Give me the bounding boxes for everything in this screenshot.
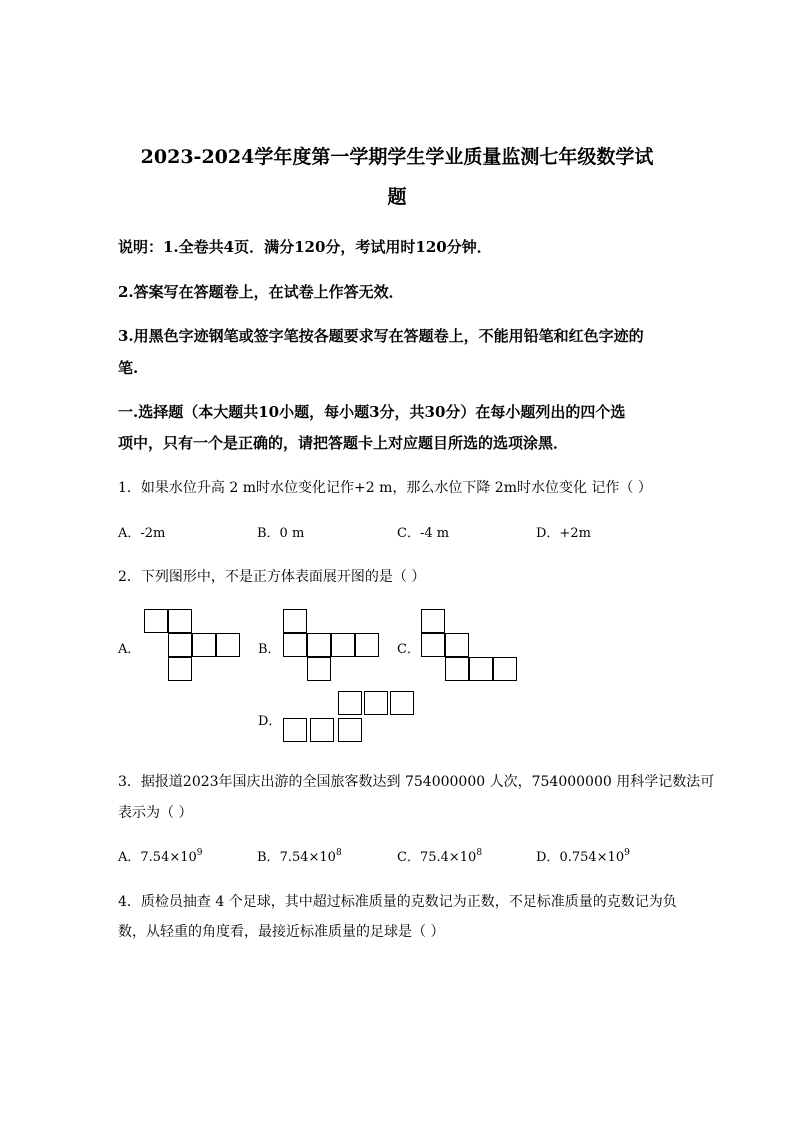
- q1-option-a: A．-2m: [118, 526, 166, 541]
- q1-option-c: C．-4 m: [397, 526, 450, 541]
- q1-option-b: B．0 m: [257, 526, 305, 541]
- q2-label-c: C．: [397, 642, 420, 657]
- q3-stem-line2: 表示为（ ）: [118, 805, 193, 821]
- q3-option-d: D．$0.754\times 10^9$: [536, 848, 630, 865]
- q2-stem: 2．下列图形中，不是正方体表面展开图的是（ ）: [118, 569, 426, 585]
- q1-stem: 1．如果水位升高 2 m时水位变化记作+2 m，那么水位下降 2m时水位变化 记作（ ）: [118, 480, 652, 496]
- q3-option-a: A．$7.54\times 10^9$: [118, 848, 203, 865]
- instruction-1: 说明：1.全卷共4页．满分120分，考试用时120分钟．: [118, 238, 492, 256]
- q2-label-b: B．: [258, 642, 281, 657]
- q3-option-b: B．$7.54\times 10^8$: [257, 848, 342, 865]
- instruction-3b: 笔.: [118, 359, 139, 377]
- q4-stem-line2: 数，从轻重的角度看，最接近标准质量的足球是（ ）: [118, 924, 445, 940]
- q2-label-d: D．: [258, 714, 282, 729]
- q3-option-c: C．$75.4\times 10^8$: [397, 848, 483, 865]
- q3-stem-line1: 3．据报道2023年国庆出游的全国旅客数达到 754000000 人次，754000000 用科学记数法可: [118, 774, 715, 790]
- q4-stem-line1: 4．质检员抽查 4 个足球，其中超过标准质量的克数记为正数，不足标准质量的克数记为负: [118, 894, 677, 910]
- section-heading-line1: 一.选择题（本大题共10小题，每小题3分，共30分）在每小题列出的四个选: [118, 403, 626, 421]
- instruction-3a: 3.用黑色字迹钢笔或签字笔按各题要求写在答题卷上，不能用铅笔和红色字迹的: [118, 327, 644, 345]
- section-heading-line2: 项中，只有一个是正确的，请把答题卡上对应题目所选的选项涂黑．: [118, 434, 569, 452]
- q2-label-a: A．: [118, 642, 141, 657]
- instruction-2: 2.答案写在答题卷上，在试卷上作答无效．: [118, 283, 404, 301]
- q1-option-d: D．+2m: [536, 526, 591, 541]
- page-title-line1: 2023-2024学年度第一学期学生学业质量监测七年级数学试: [140, 146, 654, 168]
- page-title-line2: 题: [387, 186, 407, 208]
